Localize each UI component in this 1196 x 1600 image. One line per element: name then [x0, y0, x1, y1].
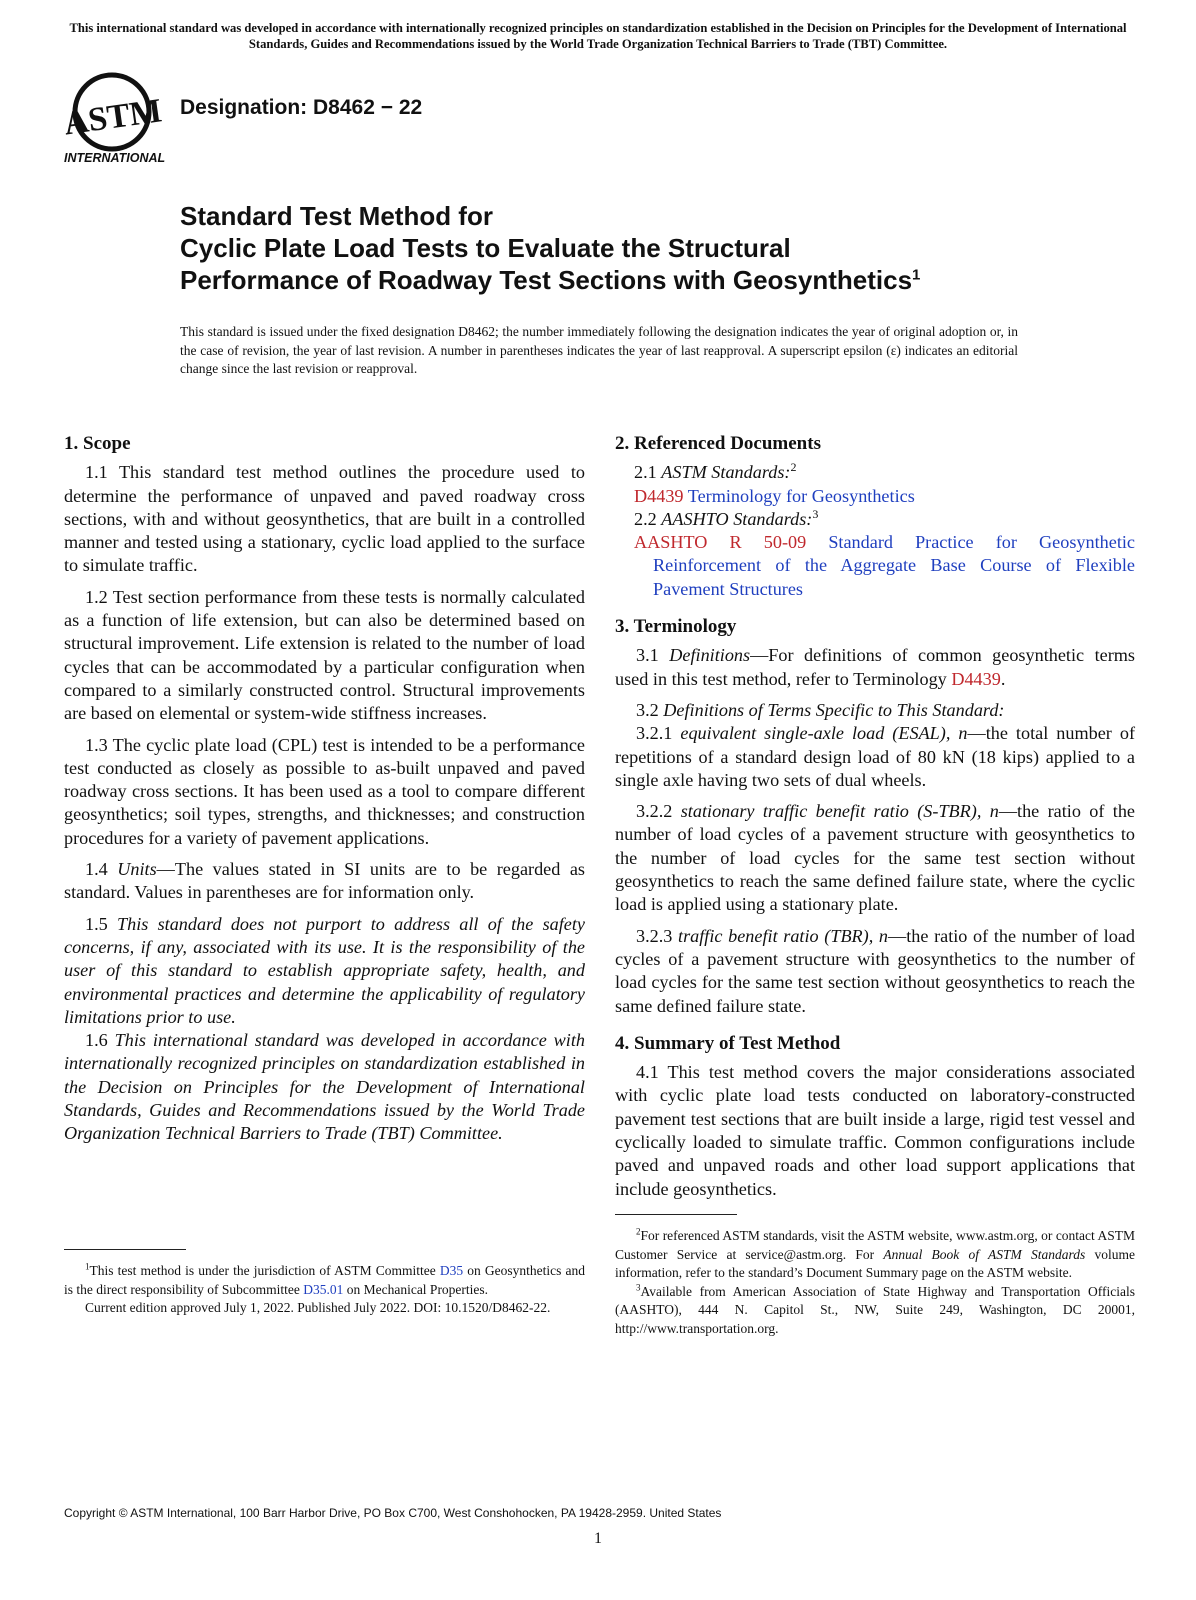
- issued-notice: This standard is issued under the fixed designation D8462; the number immediately following the designation indicates the year of original adoption or, in the case of revision, the year of last revision. A number in parentheses indicates the year of last reapproval. A superscript epsilon (ε) indicates an editorial change since the last revision or reapproval.: [180, 324, 1018, 376]
- footnote-1-edition: Current edition approved July 1, 2022. Published July 2022. DOI: 10.1520/D8462-22.: [85, 1300, 551, 1315]
- page-number: 1: [594, 1530, 602, 1547]
- para-1-3: 1.3 The cyclic plate load (CPL) test is intended to be a performance test conducted as closely as possible to as-built unpaved and paved roadway cross sections. It has been used as a tool to compare different geosynthetics; soil types, strengths, and thicknesses; and construction procedures for a variety of pavement applications.: [64, 734, 585, 848]
- scope-heading: 1. Scope: [64, 433, 131, 454]
- para-1-1: 1.1 This standard test method outlines the procedure used to determine the performance of unpaved and paved roadway cross sections, with and without geosynthetics, that are built in a controlled manner and tested using a stationary, cyclic load applied to the surface to simulate traffic.: [64, 462, 585, 576]
- astm-logo: [62, 70, 170, 168]
- footnote-3: $^3$Available from American Association of State Highway and Transportation Officials (AASHTO), 444 N. Capitol St., NW, Suite 249, Washington, DC 20001, http://www.transportation.org.: [615, 1282, 1135, 1336]
- right-column: [615, 432, 1135, 1201]
- link-d35[interactable]: D35: [439, 1263, 464, 1278]
- svg-text:ASTM: ASTM: [62, 92, 164, 143]
- title-line-3: Performance of Roadway Test Sections with Geosynthetics$^1$: [180, 265, 921, 295]
- footnote-2: $^2$For referenced ASTM standards, visit the ASTM website, www.astm.org, or contact ASTM Customer Service at service@astm.org. For Annual Book of ASTM Standards volume information, refer to the standard’s Document Summary page on the ASTM website.: [615, 1226, 1136, 1280]
- link-d35-01[interactable]: D35.01: [303, 1281, 344, 1297]
- footnotes-left: [64, 1262, 585, 1318]
- para-1-5: 1.5 This standard does not purport to address all of the safety concerns, if any, associated with its use. It is the responsibility of the user of this standard to establish appropriate safety, health, and environmental practices and determine the applicability of regulatory limitations prior to use.: [64, 913, 585, 1027]
- def-3-2-1: 3.2.1 equivalent single-axle load (ESAL), n—the total number of repetitions of a standard design load of 80 kN (18 kips) applied to a single axle having two sets of dual wheels.: [615, 723, 1135, 790]
- section-2-1: 2.1 ASTM Standards:$^2$: [634, 460, 797, 483]
- title-line-1: Standard Test Method for: [180, 201, 493, 231]
- ref-d4439-inline[interactable]: D4439: [951, 668, 1001, 689]
- left-column: [64, 432, 585, 1146]
- terminology-heading: 3. Terminology: [615, 616, 737, 638]
- svg-text:INTERNATIONAL: INTERNATIONAL: [64, 151, 166, 165]
- def-3-2-2: 3.2.2 stationary traffic benefit ratio (S-TBR), n—the ratio of the number of load cycles of a pavement structure with geosynthetics to the number of load cycles for the same test section without geosynthetics to reach the same defined failure state, where the cyclic load is applied using a stationary plate.: [615, 801, 1135, 915]
- para-3-2: 3.2 Definitions of Terms Specific to This Standard:: [636, 699, 1005, 720]
- footnote-rule-left: [64, 1249, 186, 1250]
- title-footnote-mark: 1: [912, 266, 921, 284]
- referenced-heading: 2. Referenced Documents: [615, 433, 821, 454]
- section-2-2: 2.2 AASHTO Standards:$^3$: [634, 506, 819, 529]
- copyright: Copyright © ASTM International, 100 Barr Harbor Drive, PO Box C700, West Conshohocken, PA 19428-2959. United States: [64, 1506, 722, 1520]
- para-4-1: 4.1 This test method covers the major considerations associated with cyclic plate load tests conducted on laboratory-constructed pavement test sections that are built inside a large, rigid test vessel and cyclically loaded to simulate traffic. Common configurations include paved and unpaved roads and other load support applications that include geosynthetics.: [615, 1062, 1135, 1199]
- para-1-2: 1.2 Test section performance from these tests is normally calculated as a function of life extension, but can also be determined based on structural improvement. Life extension is related to the number of load cycles that can be accommodated by a particular configuration when compared to a similarly constructed control. Structural improvements are based on elemental or system-wide stiffness increases.: [64, 586, 585, 724]
- document-title: [180, 200, 1080, 296]
- footnote-1: $^1$This test method is under the jurisdiction of ASTM Committee D35 on Geosynthetics and is the direct responsibility of Subcommittee D35.01 on Mechanical Properties.: [64, 1261, 586, 1297]
- para-1-6: 1.6 This international standard was developed in accordance with internationally recognized principles on standardization established in the Decision on Principles for the Development of International Standards, Guides and Recommendations issued by the World Trade Organization Technical Barriers to Trade (TBT) Committee.: [64, 1030, 586, 1144]
- title-line-2: Cyclic Plate Load Tests to Evaluate the Structural: [180, 233, 791, 263]
- para-3-1: 3.1 Definitions—For definitions of common geosynthetic terms used in this test method, refer to Terminology D4439.: [615, 645, 1136, 689]
- def-3-2-3: 3.2.3 traffic benefit ratio (TBR), n—the ratio of the number of load cycles of a pavement structure with geosynthetics to the number of load cycles for the same test section without geosynthetics to reach the same defined failure state.: [615, 925, 1135, 1016]
- ref-d4439[interactable]: D4439 Terminology for Geosynthetics: [634, 485, 915, 506]
- designation: Designation: D8462 − 22: [180, 96, 423, 119]
- ref-aashto-r50[interactable]: AASHTO R 50-09 Standard Practice for Geosynthetic Reinforcement of the Aggregate Base Course of Flexible Pavement Structures: [634, 532, 1136, 599]
- footnote-rule-right: [615, 1214, 737, 1215]
- summary-heading: 4. Summary of Test Method: [615, 1032, 841, 1054]
- para-1-4: 1.4 Units—The values stated in SI units are to be regarded as standard. Values in parentheses are for information only.: [64, 859, 586, 903]
- footnotes-right: [615, 1227, 1135, 1338]
- header-notice: This international standard was developed in accordance with internationally recognized principles on standardization established in the Decision on Principles for the Development of International Standards, Guides and Recommendations issued by the World Trade Organization Technical Barriers to Trade (TBT) Committee.: [69, 21, 1127, 51]
